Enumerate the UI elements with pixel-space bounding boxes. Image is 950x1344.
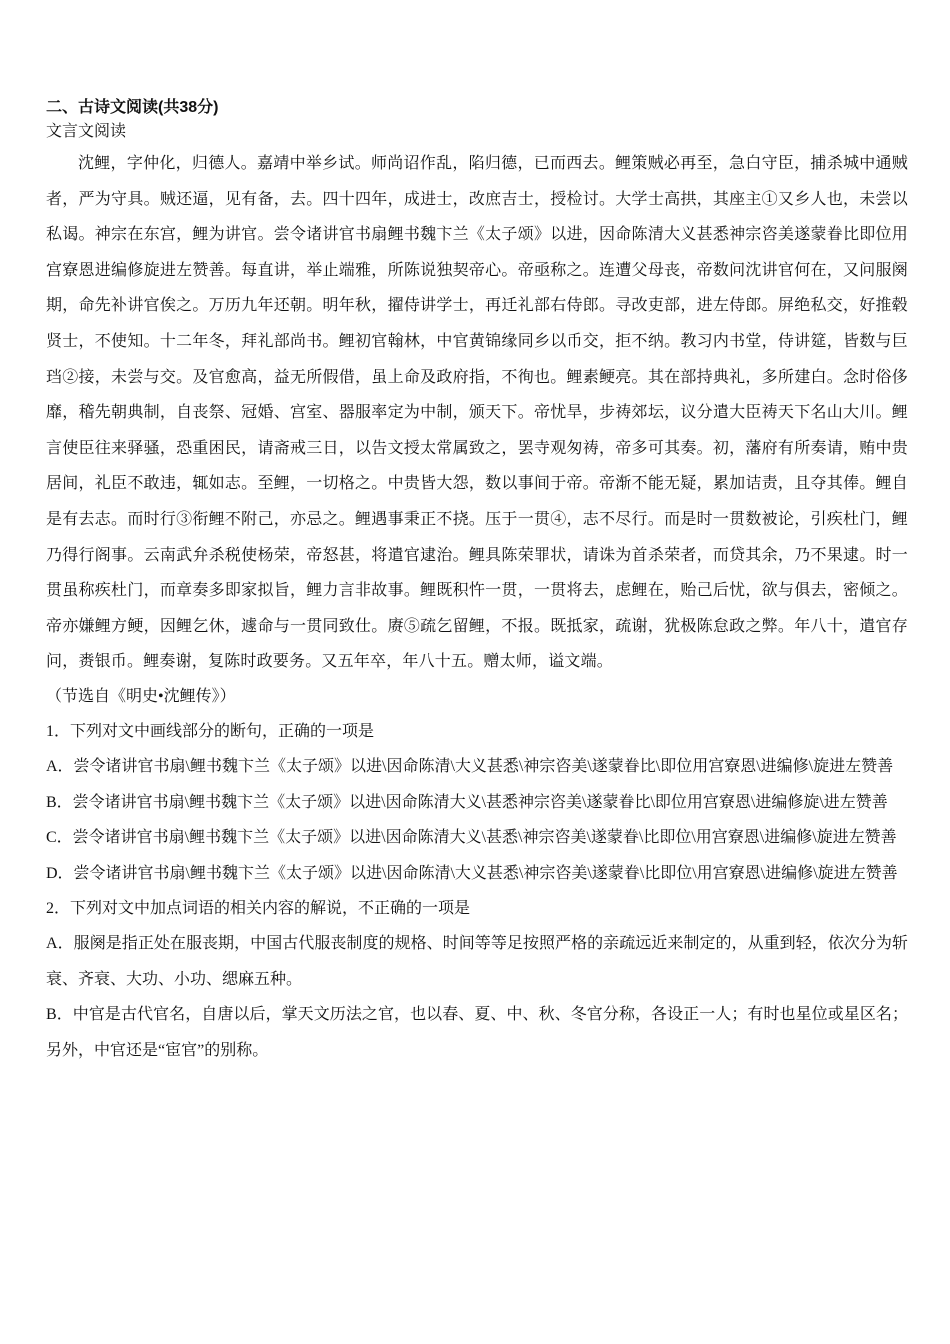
option-d: D．尝令诸讲官书扇\鲤书魏卞兰《太子颂》以进\因命陈清\大义甚悉\神宗咨美\遂蒙眷\比即位\用宫寮恩\进编修\旋进左赞善 <box>46 864 898 882</box>
classical-passage: 沈鲤，字仲化，归德人。嘉靖中举乡试。师尚诏作乱，陷归德，已而西去。鲤策贼必再至，急白守臣，捕杀城中通贼者，严为守具。贼还逼，见有备，去。四十四年，成进士，改庶吉士，授检讨。大学士高拱，其座主①又乡人也，未尝以私谒。神宗在东宫，鲤为讲官。尝令诸讲官书扇鲤书魏卞兰《太子颂》以进，因命陈清大义甚悉神宗咨美遂蒙眷比即位用宫寮恩进编修旋进左赞善。每直讲，举止端雅，所陈说独契帝心。帝亟称之。连遭父母丧，帝数问沈讲官何在，又问服阕期，命先补讲官俟之。万历九年还朝。明年秋，擢侍讲学士，再迁礼部右侍郎。寻改吏部，进左侍郎。屏绝私交，好推毂贤士，不使知。十二年冬，拜礼部尚书。鲤初官翰林，中官黄锦缘同乡以币交，拒不纳。教习内书堂，侍讲筵，皆数与巨珰②接，未尝与交。及官愈高，益无所假借，虽上命及政府指，不徇也。鲤素鲠亮。其在部持典礼，多所建白。念时俗侈靡，稽先朝典制，自丧祭、冠婚、宫室、器服率定为中制，颁天下。帝忧旱，步祷郊坛，议分遣大臣祷天下名山大川。鲤言使臣往来驿骚，恐重困民，请斋戒三日，以告文授太常属致之，罢寺观匆祷，帝多可其奏。初，藩府有所奏请，贿中贵居间，礼臣不敢违，辄如志。至鲤，一切格之。中贵皆大怨，数以事间于帝。帝渐不能无疑，累加诘责，且夺其俸。鲤自是有去志。而时行③衔鲤不附己，亦忌之。鲤遇事秉正不挠。压于一贯④，志不尽行。而是时一贯数被论，引疾杜门，鲤乃得行阁事。云南武弁杀税使杨荣，帝怒甚，将遣官逮治。鲤具陈荣罪状，请诛为首杀荣者，而贷其余，乃不果逮。时一贯虽称疾杜门，而章奏多即家拟旨，鲤力言非故事。鲤既积忤一贯，一贯将去，虑鲤在，贻己后忧，欲与俱去，密倾之。帝亦嫌鲤方鲠，因鲤乞休，遽命与一贯同致仕。赓⑤疏乞留鲤，不报。既抵家，疏谢，犹极陈怠政之弊。年八十，遣官存问，赉银币。鲤奏谢，复陈时政要务。又五年卒，年八十五。赠太师，谥文端。 <box>46 155 908 671</box>
document-page <box>46 96 908 1068</box>
passage-source: （节选自《明史•沈鲤传》） <box>46 687 236 705</box>
question-2 <box>46 891 908 1068</box>
question-1 <box>46 714 908 891</box>
question-stem: 2．下列对文中加点词语的相关内容的解说，不正确的一项是 <box>46 899 471 917</box>
option-a: A．服阕是指正处在服丧期，中国古代服丧制度的规格、时间等等足按照严格的亲疏远近来制定的，从重到轻，依次分为斩衰、齐衰、大功、小功、缌麻五种。 <box>46 935 908 988</box>
section-subtitle: 文言文阅读 <box>46 123 127 140</box>
option-b: B．尝令诸讲官书扇\鲤书魏卞兰《太子颂》以进\因命陈清大义\甚悉神宗咨美\遂蒙眷比\即位用宫寮恩\进编修旋\进左赞善 <box>46 793 888 811</box>
option-b: B．中官是古代官名，自唐以后，掌天文历法之官，也以春、夏、中、秋、冬官分称，各设正一人；有时也星位或星区名；另外，中官还是“宦官”的别称。 <box>46 1006 908 1059</box>
option-c: C．尝令诸讲官书扇\鲤书魏卞兰《太子颂》以进\因命陈清大义\甚悉\神宗咨美\遂蒙眷\比即位\用宫寮恩\进编修\旋进左赞善 <box>46 829 897 847</box>
question-stem: 1．下列对文中画线部分的断句，正确的一项是 <box>46 722 375 740</box>
option-a: A．尝令诸讲官书扇\鲤书魏卞兰《太子颂》以进\因命陈清\大义甚悉\神宗咨美\遂蒙眷比\即位用宫寮恩\进编修\旋进左赞善 <box>46 758 894 776</box>
section-title: 二、古诗文阅读(共38分) <box>46 99 219 116</box>
